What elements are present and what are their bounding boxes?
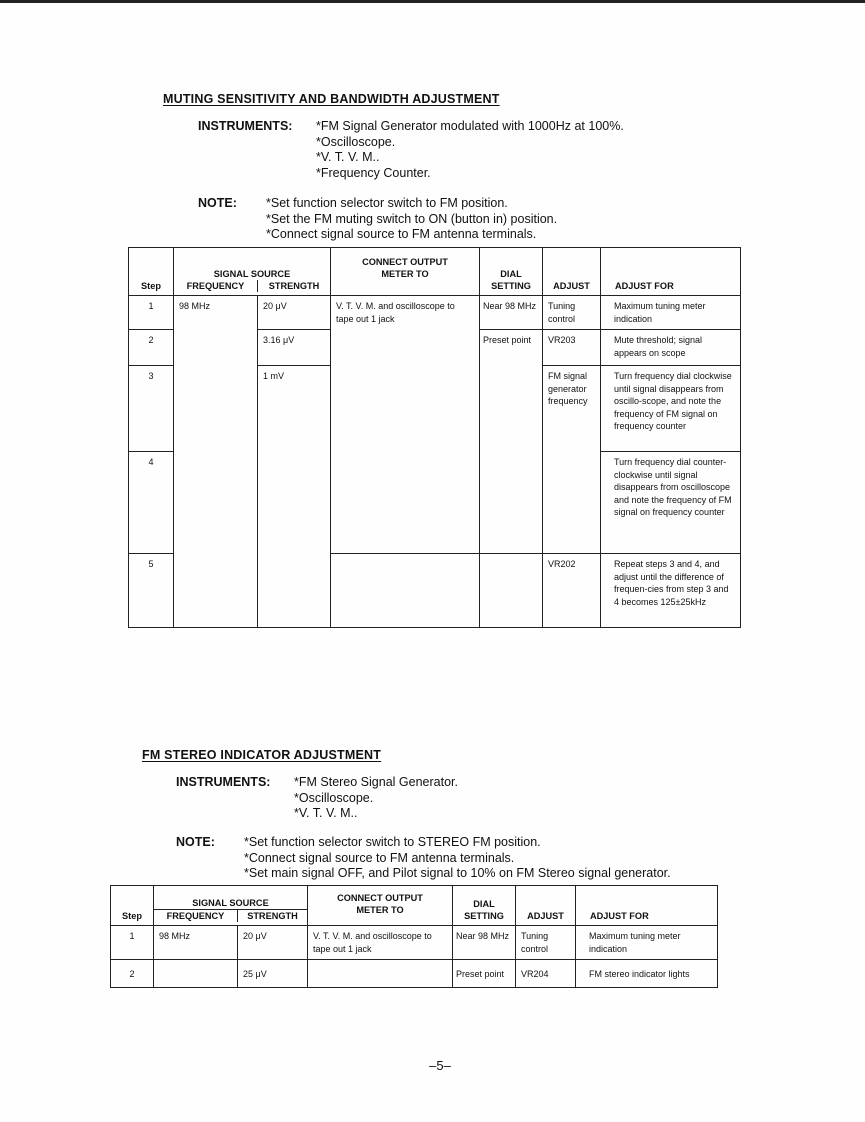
- adjust-for-cell: Turn frequency dial clockwise until signal disappears from oscillo-scope, and note the frequency of FM signal on frequency counter: [601, 366, 741, 452]
- note-item: *Set function selector switch to STEREO FM position.: [244, 835, 541, 849]
- connect-cell: [308, 960, 453, 988]
- adjust-cell: FM signal generator frequency: [543, 366, 601, 452]
- adjust-for-cell: Maximum tuning meter indication: [601, 296, 741, 330]
- dial-cell: Near 98 MHz: [480, 296, 543, 330]
- instruments-label: INSTRUMENTS:: [176, 775, 271, 789]
- header-connect-output-label: CONNECT OUTPUT: [362, 257, 448, 267]
- frequency-cell: [174, 330, 258, 366]
- header-step: Step: [111, 886, 154, 926]
- page-number: –5–: [429, 1058, 451, 1073]
- adjust-for-cell: Repeat steps 3 and 4, and adjust until the difference of frequen-cies from step 3 and 4 becomes 125±25kHz: [601, 554, 741, 628]
- header-frequency: FREQUENCY: [154, 910, 238, 922]
- connect-cell: [331, 452, 480, 554]
- frequency-cell: 98 MHz: [154, 926, 238, 960]
- header-signal-source-label: SIGNAL SOURCE: [213, 269, 291, 279]
- instruments-list: [316, 119, 624, 181]
- connect-cell: [331, 554, 480, 628]
- note-item: *Connect signal source to FM antenna terminals.: [244, 850, 515, 865]
- dial-cell: [480, 554, 543, 628]
- table-row: [129, 330, 741, 366]
- adjust-cell: Tuning control: [543, 296, 601, 330]
- notes-list: [266, 196, 557, 243]
- table-row: [111, 960, 718, 988]
- note-label: NOTE:: [198, 196, 237, 210]
- header-step: Step: [129, 248, 174, 296]
- header-setting: SETTING: [464, 911, 504, 921]
- header-meter-to: METER TO: [381, 269, 429, 279]
- dial-cell: Preset point: [480, 330, 543, 366]
- dial-cell: Near 98 MHz: [453, 926, 516, 960]
- strength-cell: 25 μV: [238, 960, 308, 988]
- note-item: *Connect signal source to FM antenna terminals.: [266, 227, 537, 241]
- stereo-section-title: FM STEREO INDICATOR ADJUSTMENT: [142, 748, 382, 762]
- adjust-for-cell: FM stereo indicator lights: [576, 960, 718, 988]
- table-header-row: [111, 886, 718, 926]
- stereo-instruments-block: [176, 775, 736, 825]
- header-dial: [453, 886, 516, 926]
- connect-cell: V. T. V. M. and oscilloscope to tape out 1 jack: [331, 296, 480, 330]
- table-row: [129, 296, 741, 330]
- adjust-cell: VR204: [516, 960, 576, 988]
- instrument-item: *V. T. V. M..: [294, 806, 358, 820]
- step-cell: 3: [129, 366, 174, 452]
- header-signal-source: [154, 886, 308, 926]
- frequency-cell: [174, 366, 258, 452]
- table-row: [129, 554, 741, 628]
- note-label: NOTE:: [176, 835, 215, 849]
- step-cell: 2: [111, 960, 154, 988]
- header-strength: STRENGTH: [268, 281, 320, 291]
- table-header-row: [129, 248, 741, 296]
- header-connect-output-label: CONNECT OUTPUT: [337, 893, 423, 903]
- frequency-cell: 98 MHz: [174, 296, 258, 330]
- strength-cell: 1 mV: [258, 366, 331, 452]
- header-strength: STRENGTH: [247, 911, 298, 921]
- header-adjust: ADJUST: [543, 248, 601, 296]
- dial-cell: [480, 366, 543, 452]
- step-cell: 4: [129, 452, 174, 554]
- instrument-item: *Oscilloscope.: [316, 134, 396, 149]
- header-meter-to: METER TO: [356, 905, 404, 915]
- note-item: *Set main signal OFF, and Pilot signal to 10% on FM Stereo signal generator.: [244, 866, 671, 880]
- adjust-for-cell: Mute threshold; signal appears on scope: [601, 330, 741, 366]
- header-setting: SETTING: [491, 281, 531, 291]
- muting-section-title: MUTING SENSITIVITY AND BANDWIDTH ADJUSTMENT: [163, 92, 500, 106]
- connect-cell: [331, 330, 480, 366]
- table-row: [111, 926, 718, 960]
- notes-list: [244, 835, 671, 882]
- step-cell: 1: [129, 296, 174, 330]
- adjust-cell: VR203: [543, 330, 601, 366]
- muting-instruments-block: [198, 119, 758, 185]
- frequency-cell: [174, 452, 258, 554]
- header-adjust-for: ADJUST FOR: [576, 886, 718, 926]
- header-adjust-for: ADJUST FOR: [601, 248, 741, 296]
- adjust-for-cell: Turn frequency dial counter-clockwise until signal disappears from oscilloscope and note the frequency of FM signal on frequency counter: [601, 452, 741, 554]
- header-signal-source-label: SIGNAL SOURCE: [192, 898, 269, 908]
- adjust-for-cell: Maximum tuning meter indication: [576, 926, 718, 960]
- stereo-note-block: [176, 835, 736, 885]
- adjust-cell: [543, 452, 601, 554]
- note-item: *Set function selector switch to FM position.: [266, 196, 508, 210]
- instrument-item: *Oscilloscope.: [294, 790, 374, 805]
- strength-cell: 20 μV: [258, 296, 331, 330]
- header-dial-label: DIAL: [473, 899, 495, 909]
- note-item: *Set the FM muting switch to ON (button in) position.: [266, 211, 558, 226]
- muting-note-block: [198, 196, 758, 246]
- strength-cell: [258, 452, 331, 554]
- adjust-cell: Tuning control: [516, 926, 576, 960]
- instruments-list: [294, 775, 458, 822]
- header-signal-source: [174, 248, 331, 296]
- strength-cell: 3.16 μV: [258, 330, 331, 366]
- scan-edge-line: [0, 0, 865, 3]
- frequency-cell: [154, 960, 238, 988]
- dial-cell: Preset point: [453, 960, 516, 988]
- instrument-item: *FM Stereo Signal Generator.: [294, 775, 458, 789]
- connect-cell: [331, 366, 480, 452]
- connect-cell: V. T. V. M. and oscilloscope to tape out 1 jack: [308, 926, 453, 960]
- header-connect-output: [331, 248, 480, 296]
- step-cell: 1: [111, 926, 154, 960]
- strength-cell: 20 μV: [238, 926, 308, 960]
- step-cell: 2: [129, 330, 174, 366]
- strength-cell: [258, 554, 331, 628]
- header-connect-output: [308, 886, 453, 926]
- stereo-adjustment-table: [110, 885, 718, 988]
- header-adjust: ADJUST: [516, 886, 576, 926]
- adjust-cell: VR202: [543, 554, 601, 628]
- dial-cell: [480, 452, 543, 554]
- header-dial-label: DIAL: [500, 269, 522, 279]
- header-dial: [480, 248, 543, 296]
- muting-adjustment-table: [128, 247, 741, 628]
- instrument-item: *V. T. V. M..: [316, 150, 380, 164]
- frequency-cell: [174, 554, 258, 628]
- instrument-item: *FM Signal Generator modulated with 1000Hz at 100%.: [316, 119, 624, 133]
- header-frequency: FREQUENCY: [174, 280, 258, 292]
- instrument-item: *Frequency Counter.: [316, 165, 431, 180]
- instruments-label: INSTRUMENTS:: [198, 119, 293, 133]
- table-row: [129, 366, 741, 452]
- step-cell: 5: [129, 554, 174, 628]
- table-row: [129, 452, 741, 554]
